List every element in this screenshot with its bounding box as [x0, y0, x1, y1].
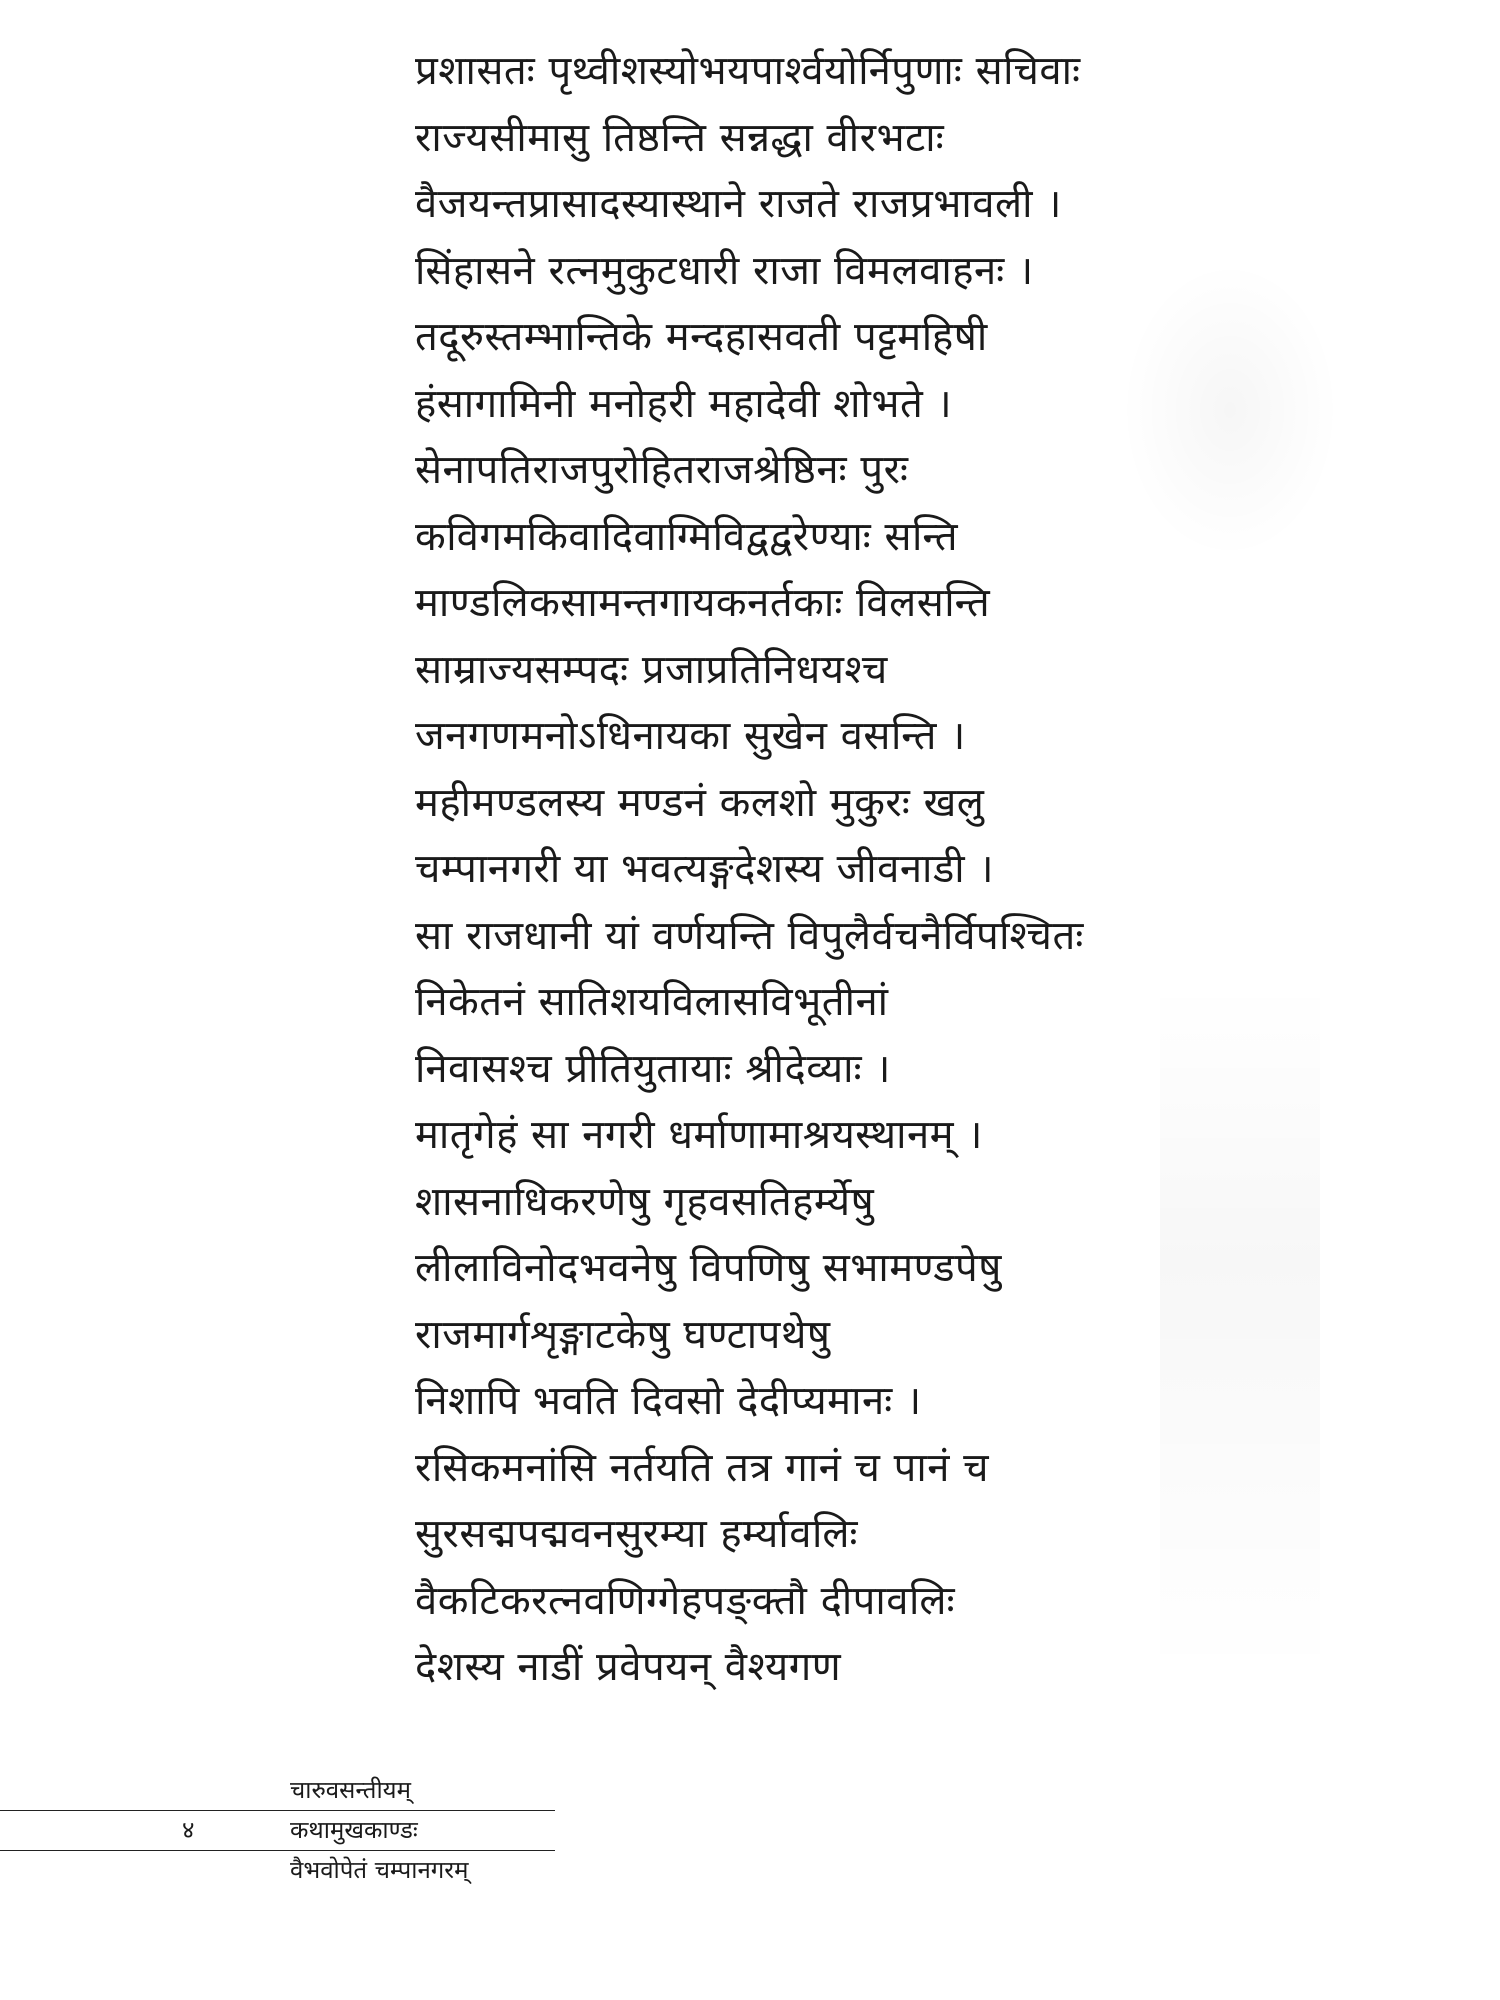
page-number: ४ [182, 1816, 195, 1844]
verse-line: मातृगेहं सा नगरी धर्माणामाश्रयस्थानम् । [415, 1112, 983, 1158]
page-footer [0, 1770, 560, 1890]
verse-line: वैकटिकरत्नवणिग्गेहपङ्क्तौ दीपावलिः [415, 1577, 956, 1624]
verse-line: निकेतनं सातिशयविलासविभूतीनां [415, 979, 889, 1025]
verse-line: साम्राज्यसम्पदः प्रजाप्रतिनिधयश्च [415, 646, 888, 693]
verse-line: वैजयन्तप्रासादस्यास्थाने राजते राजप्रभावली । [415, 181, 1062, 227]
verse-line: जनगणमनोऽधिनायका सुखेन वसन्ति । [415, 713, 966, 759]
footer-row-chapter [0, 1850, 560, 1890]
book-title: चारुवसन्तीयम् [290, 1776, 411, 1804]
verse-line: महीमण्डलस्य मण्डनं कलशो मुकुरः खलु [415, 779, 985, 826]
verse-line: हंसागामिनी मनोहरी महादेवी शोभते । [415, 380, 953, 427]
verse-line: तदूरुस्तम्भान्तिके मन्दहासवती पट्टमहिषी [415, 314, 988, 360]
chapter-title: वैभवोपेतं चम्पानगरम् [290, 1856, 469, 1884]
verse-line: चम्पानगरी या भवत्यङ्गदेशस्य जीवनाडी । [415, 846, 995, 892]
verse-line: रसिकमनांसि नर्तयति तत्र गानं च पानं च [415, 1444, 990, 1491]
verse-line: लीलाविनोदभवनेषु विपणिषु सभामण्डपेषु [415, 1245, 1002, 1291]
verse-line: निवासश्च प्रीतियुतायाः श्रीदेव्याः । [415, 1045, 891, 1092]
verse-line: कविगमकिवादिवाग्मिविद्वद्वरेण्याः सन्ति [415, 513, 958, 560]
verse-line: सुरसद्मपद्मवनसुरम्या हर्म्यावलिः [415, 1511, 859, 1557]
verse-line: सेनापतिराजपुरोहितराजश्रेष्ठिनः पुरः [415, 447, 909, 493]
verse-line: सा राजधानी यां वर्णयन्ति विपुलैर्वचनैर्विपश्चितः [415, 912, 1084, 959]
verse-line: देशस्य नाडीं प्रवेपयन् वैश्यगण [415, 1644, 842, 1690]
verse-line: माण्डलिकसामन्तगायकनर्तकाः विलसन्ति [415, 580, 991, 626]
verse-line: सिंहासने रत्नमुकुटधारी राजा विमलवाहनः । [415, 247, 1034, 294]
verse-line: राजमार्गशृङ्गाटकेषु घण्टापथेषु [415, 1311, 831, 1358]
section-title: कथामुखकाण्डः [290, 1816, 418, 1844]
verse-line: निशापि भवति दिवसो देदीप्यमानः । [415, 1378, 922, 1424]
verse-block [415, 38, 1455, 1701]
verse-line: प्रशासतः पृथ्वीशस्योभयपार्श्वयोर्निपुणाः सचिवाः [415, 48, 1081, 94]
verse-line: शासनाधिकरणेषु गृहवसतिहर्म्येषु [415, 1178, 875, 1225]
verse-line: राज्यसीमासु तिष्ठन्ति सन्नद्धा वीरभटाः [415, 114, 945, 161]
footer-row-book-title [0, 1770, 560, 1810]
footer-row-section [0, 1810, 560, 1850]
